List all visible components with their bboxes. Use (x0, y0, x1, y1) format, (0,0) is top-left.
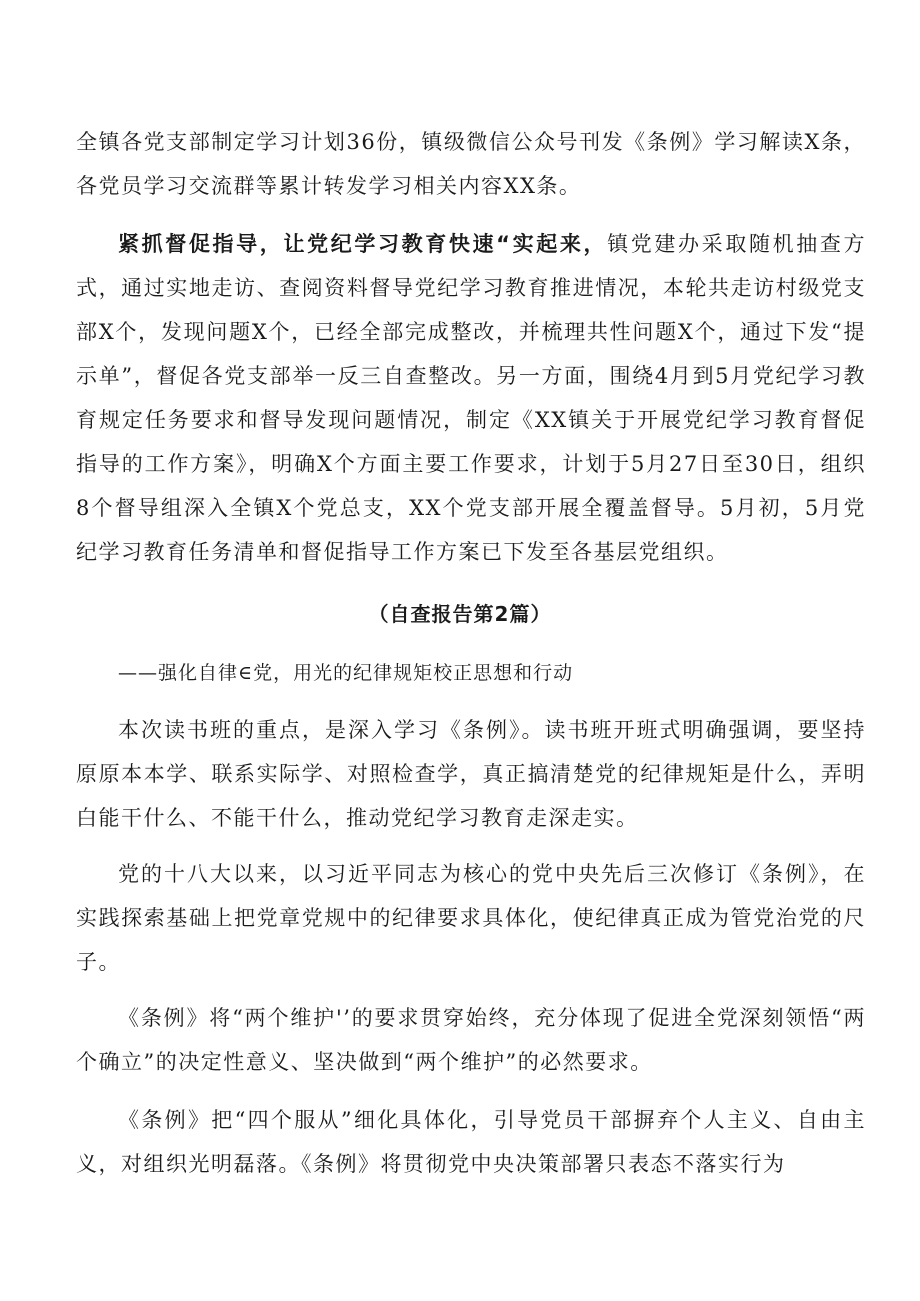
paragraph-four-obediences: 《条例》把“四个服从”细化具体化，引导党员干部摒弃个人主义、自由主义，对组织光明磊落。《条例》将贯彻党中央决策部署只表态不落实行为 (76, 1108, 866, 1176)
paragraph-lead-text: 紧抓督促指导，让党纪学习教育快速“实起来， (118, 232, 608, 256)
paragraph-two-safeguards: 《条例》将“两个维护'’的要求贯穿始终，充分体现了促进全党深刻领悟“两个确立”的决定性意义、坚决做到“两个维护”的必然要求。 (76, 1006, 866, 1074)
paragraph-study-plan: 全镇各党支部制定学习计划36份，镇级微信公众号刊发《条例》学习解读X条，各党员学习交流群等累计转发学习相关内容XX条。 (76, 130, 866, 198)
section-heading: （自查报告第2篇） (368, 602, 552, 626)
paragraph-body-text: 镇党建办采取随机抽查方式，通过实地走访、查阅资料督导党纪学习教育推进情况，本轮共走访村级党支部X个，发现问题X个，已经全部完成整改，并梳理共性问题X个，通过下发“提示单”，督促各党支部举一反三自查整改。另一方面，围绕4月到5月党纪学习教育规定任务要求和督导发现问题情况，制定《XX镇关于开展党纪学习教育督促指导的工作方案》，明确X个方面主要工作要求，计划于5月27日至30日，组织8个督导组深入全镇X个党总支，XX个党支部开展全覆盖督导。5月初，5月党纪学习教育任务清单和督促指导工作方案已下发至各基层党组织。 (76, 232, 866, 564)
paragraph-revision-history: 党的十八大以来，以习近平同志为核心的党中央先后三次修订《条例》，在实践探索基础上把党章党规中的纪律要求具体化，使纪律真正成为管党治党的尺子。 (76, 862, 866, 974)
paragraph-reading-class: 本次读书班的重点，是深入学习《条例》。读书班开班式明确强调，要坚持原原本本学、联系实际学、对照检查学，真正搞清楚党的纪律规矩是什么，弄明白能干什么、不能干什么，推动党纪学习教育走深走实。 (76, 718, 866, 830)
section-subtitle: ——强化自律∈党，用光的纪律规矩校正思想和行动 (118, 662, 574, 684)
paragraph-supervision (76, 222, 866, 574)
